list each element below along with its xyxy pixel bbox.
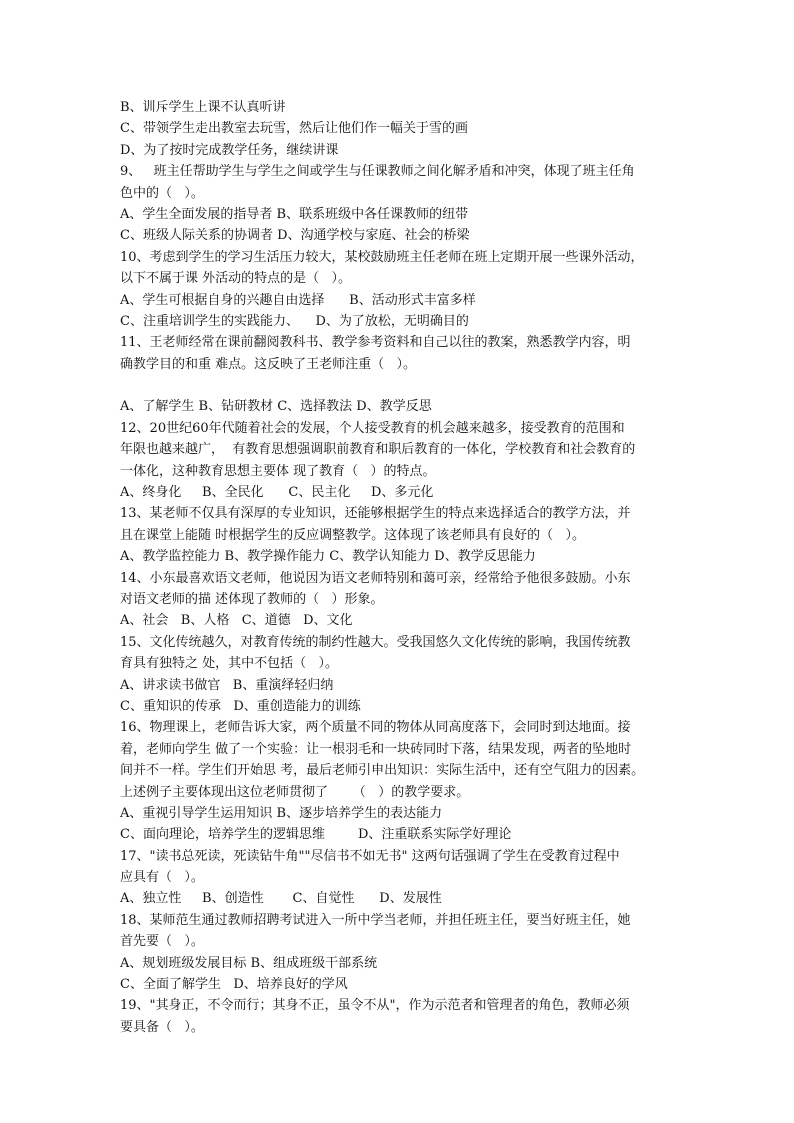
option-line-8c: C、带领学生走出教室去玩雪，然后让他们作一幅关于雪的画 — [120, 121, 468, 137]
document-text — [120, 97, 685, 1038]
question-12-line-1: 12、20世纪60年代随着社会的发展，个人接受教育的机会越来越多，接受教育的范围和 — [120, 420, 625, 436]
options-15-cd: C、重知识的传承 D、重创造能力的训练 — [120, 698, 361, 714]
options-15-ab: A、讲求读书做官 B、重演绎轻归纳 — [120, 677, 334, 693]
question-10-line-1: 10、考虑到学生的学习生活压力较大，某校鼓励班主任老师在班上定期开展一些课外活动， — [120, 249, 644, 265]
blank-line — [120, 375, 685, 396]
options-14: A、社会 B、人格 C、道德 D、文化 — [120, 613, 353, 629]
options-18-ab: A、规划班级发展目标 B、组成班级干部系统 — [120, 955, 378, 971]
options-16-ab: A、重视引导学生运用知识 B、逐步培养学生的表达能力 — [120, 805, 443, 821]
question-16-line-4: 上述例子主要体现出这位老师贯彻了 （ ）的教学要求。 — [120, 784, 470, 800]
options-17: A、独立性 B、创造性 C、自觉性 D、发展性 — [120, 891, 442, 907]
question-17-line-1: 17、"读书总死读，死读钻牛角""尽信书不如无书" 这两句话强调了学生在受教育过程中 — [120, 848, 620, 864]
options-10-cd: C、注重培训学生的实践能力、 D、为了放松，无明确目的 — [120, 313, 469, 329]
options-11: A、了解学生 B、钻研教材 C、选择教法 D、教学反思 — [120, 399, 432, 415]
options-10-ab: A、学生可根据自身的兴趣自由选择 B、活动形式丰富多样 — [120, 292, 476, 308]
question-13-line-1: 13、某老师不仅具有深厚的专业知识，还能够根据学生的特点来选择适合的教学方法，并 — [120, 506, 631, 522]
question-11-line-2: 确教学目的和重 难点。这反映了王老师注重（ ）。 — [120, 356, 417, 372]
question-19-line-1: 19、"其身正，不令而行；其身不正，虽令不从"，作为示范者和管理者的角色，教师必须 — [120, 998, 630, 1014]
question-16-line-3: 间并不一样。学生们开始思 考，最后老师引申出知识：实际生活中，还有空气阻力的因素。 — [120, 763, 645, 779]
question-12-line-3: 一体化，这种教育思想主要体 现了教育（ ）的特点。 — [120, 463, 436, 479]
options-9-cd: C、班级人际关系的协调者 D、沟通学校与家庭、社会的桥梁 — [120, 228, 470, 244]
question-15-line-2: 育具有独特之 处，其中不包括（ ）。 — [120, 656, 339, 672]
option-line-8d: D、为了按时完成教学任务，继续讲课 — [120, 142, 339, 158]
question-12-line-2: 年限也越来越广， 有教育思想强调职前教育和职后教育的一体化，学校教育和社会教育的 — [120, 442, 636, 458]
question-11-line-1: 11、王老师经常在课前翻阅教科书、教学参考资料和自己以往的教案，熟悉教学内容，明 — [120, 335, 631, 351]
options-18-cd: C、全面了解学生 D、培养良好的学风 — [120, 977, 348, 993]
question-14-line-1: 14、小东最喜欢语文老师，他说因为语文老师特别和蔼可亲，经常给予他很多鼓励。小东 — [120, 570, 631, 586]
options-16-cd: C、面向理论，培养学生的逻辑思维 D、注重联系实际学好理论 — [120, 827, 512, 843]
question-14-line-2: 对语文老师的描 述体现了教师的（ ）形象。 — [120, 591, 384, 607]
question-19-line-2: 要具备（ ）。 — [120, 1019, 204, 1035]
options-13: A、教学监控能力 B、教学操作能力 C、教学认知能力 D、教学反思能力 — [120, 549, 536, 565]
question-9-line-1: 9、 班主任帮助学生与学生之间或学生与任课教师之间化解矛盾和冲突，体现了班主任角 — [120, 164, 635, 180]
question-9-line-2: 色中的（ ）。 — [120, 185, 204, 201]
question-18-line-1: 18、某师范生通过教师招聘考试进入一所中学当老师，并担任班主任，要当好班主任，她 — [120, 912, 631, 928]
question-16-line-1: 16、物理课上，老师告诉大家，两个质量不同的物体从同高度落下，会同时到达地面。接 — [120, 720, 631, 736]
question-10-line-2: 以下不属于课 外活动的特点的是（ ）。 — [120, 271, 352, 287]
options-9-ab: A、学生全面发展的指导者 B、联系班级中各任课教师的纽带 — [120, 206, 469, 222]
question-15-line-1: 15、文化传统越久，对教育传统的制约性越大。受我国悠久文化传统的影响，我国传统教 — [120, 634, 631, 650]
question-17-line-2: 应具有（ ）。 — [120, 870, 204, 886]
options-12: A、终身化 B、全民化 C、民主化 D、多元化 — [120, 485, 434, 501]
question-16-line-2: 着，老师向学生 做了一个实验：让一根羽毛和一块砖同时下落，结果发现，两者的坠地时 — [120, 741, 632, 757]
question-18-line-2: 首先要（ ）。 — [120, 934, 204, 950]
question-13-line-2: 且在课堂上能随 时根据学生的反应调整教学。这体现了该老师具有良好的（ ）。 — [120, 527, 586, 543]
option-line-8b: B、训斥学生上课不认真听讲 — [120, 100, 286, 115]
